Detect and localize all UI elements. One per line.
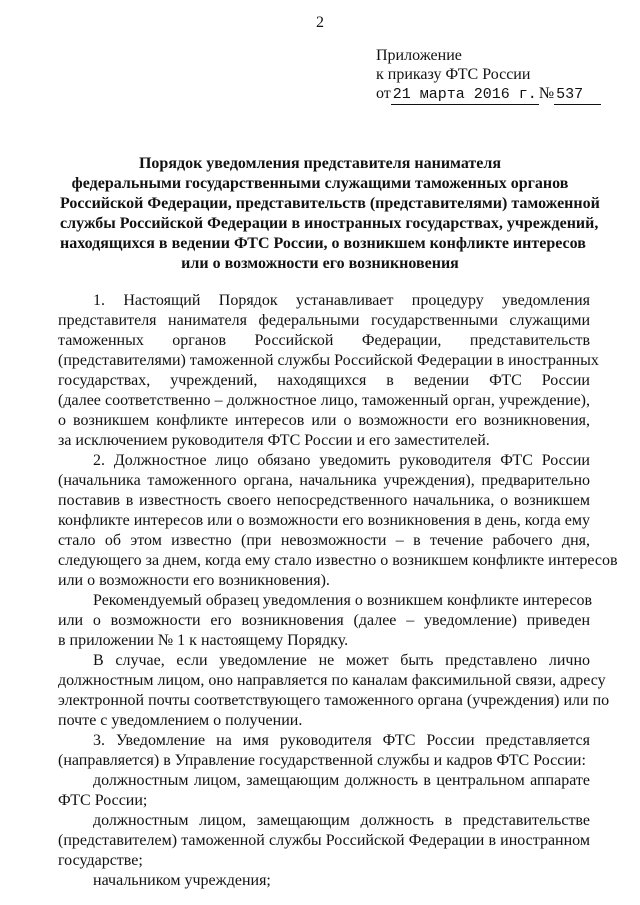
body-line: Рекомендуемый образец уведомления о возникшем конфликте интересов xyxy=(93,592,593,609)
body-line: 1. Настоящий Порядок устанавливает процедуру уведомления xyxy=(93,292,590,309)
body-line: представителя нанимателя федеральными государственными служащими xyxy=(58,312,590,329)
body-line: за исключением руководителя ФТС России и его заместителей. xyxy=(58,432,490,449)
title-line: федеральными государственными служащими таможенных органов xyxy=(71,175,569,192)
title-line: находящихся в ведении ФТС России, о возникшем конфликте интересов xyxy=(60,235,586,252)
body-line: (направляется) в Управление государственной службы и кадров ФТС России: xyxy=(58,752,586,769)
date-prefix: от xyxy=(376,85,391,102)
appendix-label: Приложение xyxy=(376,47,462,64)
body-line: 2. Должностное лицо обязано уведомить руководителя ФТС России xyxy=(93,452,590,469)
order-number: 537 xyxy=(554,85,601,105)
body-line: стало об этом известно (при невозможности – в течение рабочего дня, xyxy=(58,532,590,549)
body-line: следующего за днем, когда ему стало известно о возникшем конфликте интересов xyxy=(58,552,618,569)
body-line: должностным лицом, замещающим должность в центральном аппарате xyxy=(93,772,590,789)
appendix-date-line xyxy=(376,84,601,105)
body-line: (представителем) таможенной службы Российской Федерации в иностранном xyxy=(58,832,590,849)
title-line: службы Российской Федерации в иностранных государствах, учреждений, xyxy=(60,215,599,232)
page-number: 2 xyxy=(316,14,324,31)
body-line: поставив в известность своего непосредственного начальника, о возникшем xyxy=(58,492,590,509)
body-line: таможенных органов Российской Федерации, представительств xyxy=(58,332,590,349)
body-line: (представителями) таможенной службы Российской Федерации в иностранных xyxy=(58,352,599,369)
order-date: 21 марта 2016 г. xyxy=(392,86,537,103)
body-line: начальником учреждения; xyxy=(93,872,271,889)
body-line: ФТС России; xyxy=(58,792,148,809)
body-line: или о возможности его возникновения (далее – уведомление) приведен xyxy=(58,612,590,629)
body-line: конфликте интересов или о возможности его возникновения в день, когда ему xyxy=(58,512,590,529)
title-line: Российской Федерации, представительств (представителями) таможенной xyxy=(60,195,600,212)
title-line: Порядок уведомления представителя нанимателя xyxy=(138,155,502,172)
body-line: государствах, учреждений, находящихся в ведении ФТС России xyxy=(58,372,590,389)
body-line: государстве; xyxy=(58,852,143,869)
title-line: или о возможности его возникновения xyxy=(181,255,459,272)
body-line: (начальника таможенного органа, начальника учреждения), предварительно xyxy=(58,472,590,489)
body-line: 3. Уведомление на имя руководителя ФТС России представляется xyxy=(93,732,590,749)
body-line: (далее соответственно – должностное лицо, таможенный орган, учреждение), xyxy=(58,392,590,409)
body-line: электронной почты соответствующего таможенного органа (учреждения) или по xyxy=(58,692,610,709)
number-sign: № xyxy=(538,85,555,102)
body-line: В случае, если уведомление не может быть представлено лично xyxy=(93,652,590,669)
body-line: в приложении № 1 к настоящему Порядку. xyxy=(58,632,349,649)
appendix-order-ref: к приказу ФТС России xyxy=(376,66,531,83)
body-line: или о возможности его возникновения). xyxy=(58,572,330,589)
body-line: должностным лицом, замещающим должность в представительстве xyxy=(93,812,590,829)
body-line: о возникшем конфликте интересов или о возможности его возникновения, xyxy=(58,412,590,429)
body-line: почте с уведомлением о получении. xyxy=(58,712,303,729)
body-line: должностным лицом, оно направляется по каналам факсимильной связи, адресу xyxy=(58,672,606,689)
